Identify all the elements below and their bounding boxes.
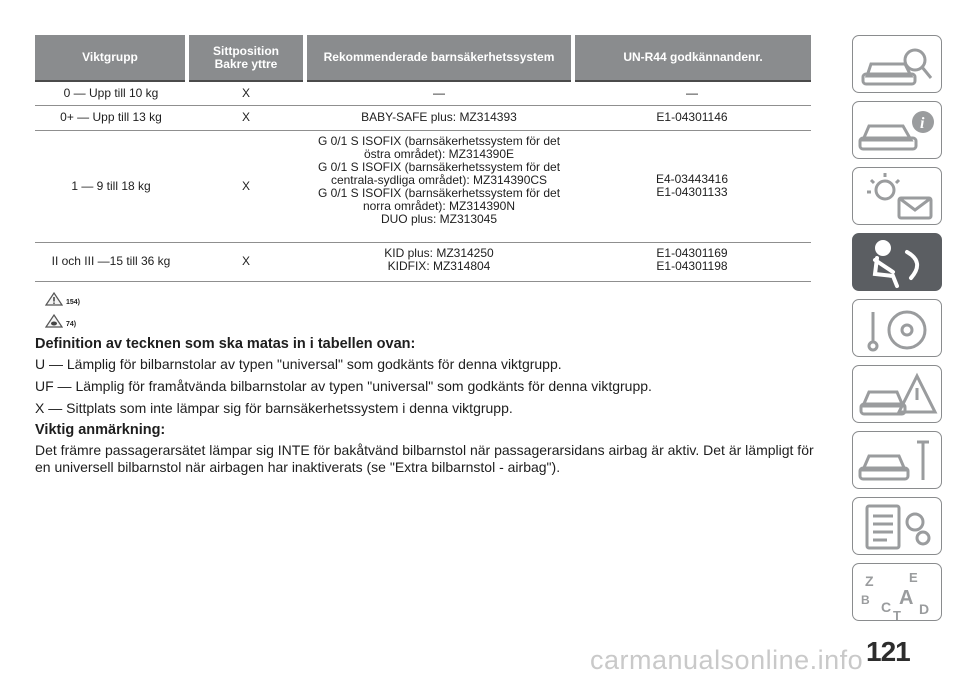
tab-index[interactable]: [852, 563, 942, 621]
svg-text:D: D: [919, 601, 930, 617]
car-info-icon: [853, 102, 943, 160]
header-recommended-systems: Rekommenderade barnsäkerhetssystem: [305, 35, 573, 81]
svg-text:E: E: [909, 570, 918, 585]
cell-seat: X: [187, 130, 305, 242]
tab-lights-messages[interactable]: [852, 167, 942, 225]
tab-maintenance[interactable]: [852, 431, 942, 489]
car-maintenance-icon: [853, 432, 943, 490]
definitions-section: [35, 336, 825, 481]
table-row: [35, 105, 811, 130]
approval-line: E4-03443416: [655, 172, 729, 186]
watermark: carmanualsonline.info: [590, 645, 864, 675]
environment-note[interactable]: [45, 314, 76, 328]
warning-note[interactable]: [45, 292, 80, 306]
cell-systems: [305, 130, 573, 242]
remark-heading: Viktig anmärkning:: [35, 422, 166, 438]
definitions-heading: Definition av tecknen som ska matas in i tabellen ovan:: [35, 336, 416, 352]
svg-text:A: A: [899, 587, 914, 609]
car-search-icon: [853, 36, 943, 94]
steering-key-icon: [853, 300, 943, 358]
definition-item: X — Sittplats som inte lämpar sig för barnsäkerhetssystem i denna viktgrupp.: [35, 400, 513, 416]
technical-data-icon: [853, 498, 943, 556]
table-row: [35, 81, 811, 105]
tab-starting-driving[interactable]: [852, 299, 942, 357]
header-seat-line2: Bakre yttre: [214, 56, 278, 71]
cell-approval: [573, 130, 811, 242]
table-row: [35, 130, 811, 242]
lights-message-icon: [853, 168, 943, 226]
header-seat-position: [187, 35, 305, 81]
child-seat-table: [35, 35, 811, 282]
cell-approval: —: [573, 81, 811, 105]
cell-approval: [573, 242, 811, 281]
warning-triangle-icon: [45, 292, 63, 306]
cell-group: II och III —15 till 36 kg: [35, 242, 187, 281]
cell-group: 0+ — Upp till 13 kg: [35, 105, 187, 130]
cell-approval: E1-04301146: [573, 105, 811, 130]
header-seat-line1: Sittposition: [213, 43, 279, 58]
system-line: G 0/1 S ISOFIX (barnsäkerhetssystem för det: [317, 185, 561, 200]
svg-text:B: B: [861, 593, 870, 607]
cell-group: 1 — 9 till 18 kg: [35, 130, 187, 242]
cell-systems: BABY-SAFE plus: MZ314393: [305, 105, 573, 130]
environment-leaf-icon: [45, 314, 63, 328]
system-line: KIDFIX: MZ314804: [387, 258, 491, 273]
system-line: G 0/1 S ISOFIX (barnsäkerhetssystem för det: [317, 159, 561, 174]
car-warning-icon: [853, 366, 943, 424]
table-row: [35, 242, 811, 281]
definition-item: UF — Lämplig för framåtvända bilbarnstolar av typen "universal" som godkänts för denna viktgrupp.: [35, 378, 652, 394]
system-line: östra området): MZ314390E: [363, 146, 515, 161]
system-line: G 0/1 S ISOFIX (barnsäkerhetssystem för det: [317, 133, 561, 148]
svg-text:i: i: [920, 115, 925, 132]
environment-note-ref: 74): [66, 321, 77, 328]
tab-safety[interactable]: [852, 233, 942, 291]
svg-text:Z: Z: [865, 573, 874, 589]
svg-text:T: T: [893, 608, 901, 622]
header-weight-group: Viktgrupp: [35, 35, 187, 81]
system-line: norra området): MZ314390N: [362, 198, 516, 213]
cell-seat: X: [187, 105, 305, 130]
tab-car-search[interactable]: [852, 35, 942, 93]
seat-belt-airbag-icon: [853, 234, 943, 292]
system-line: KID plus: MZ314250: [384, 245, 494, 260]
definition-item: U — Lämplig för bilbarnstolar av typen "universal" som godkänts för denna viktgrupp.: [35, 356, 562, 372]
remark-text: Det främre passagerarsätet lämpar sig INTE för bakåtvänd bilbarnstol när passagerarsidans airbag är aktiv. Det är lämpligt för en universell bilbarnstol när airbagen har inaktiverats (se "Extra bilbarnstol - airbag").: [35, 442, 814, 475]
alphabetical-index-icon: [853, 564, 943, 622]
cell-seat: X: [187, 81, 305, 105]
system-line: DUO plus: MZ313045: [380, 211, 498, 226]
approval-line: E1-04301198: [656, 258, 728, 273]
header-approval-number: UN-R44 godkännandenr.: [573, 35, 811, 81]
svg-text:C: C: [881, 599, 892, 615]
cell-seat: X: [187, 242, 305, 281]
approval-line: E1-04301169: [656, 245, 728, 260]
system-line: centrala-sydliga området): MZ314390CS: [330, 172, 548, 187]
cell-group: 0 — Upp till 10 kg: [35, 81, 187, 105]
page-number: 121: [866, 636, 910, 667]
tab-emergency[interactable]: [852, 365, 942, 423]
cell-systems: —: [305, 81, 573, 105]
cell-systems: [305, 242, 573, 281]
tab-car-info[interactable]: [852, 101, 942, 159]
approval-line: E1-04301133: [656, 185, 728, 199]
warning-note-ref: 154): [66, 299, 81, 306]
table-header-row: [35, 35, 811, 81]
tab-technical-data[interactable]: [852, 497, 942, 555]
